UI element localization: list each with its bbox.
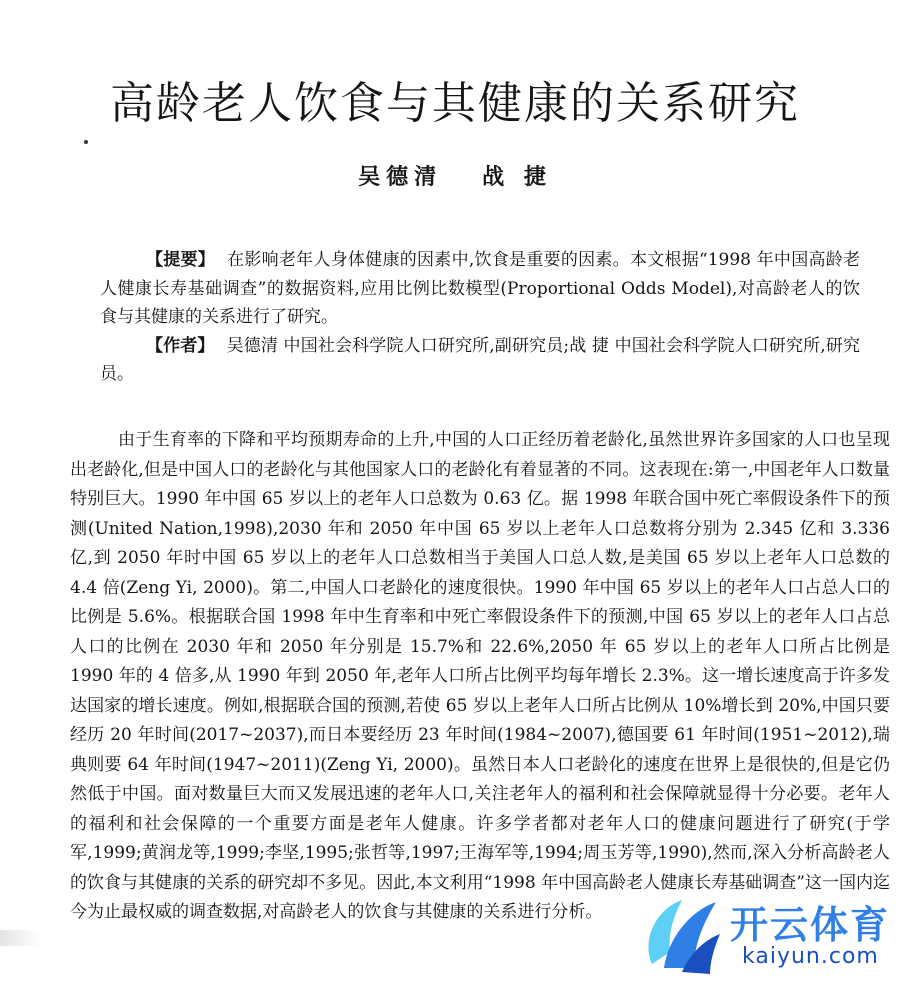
abstract-label: 【提要】 xyxy=(146,250,216,270)
author-name: 战 捷 xyxy=(482,164,552,190)
body-paragraph: 由于生育率的下降和平均预期寿命的上升,中国的人口正经历着老龄化,虽然世界许多国家的人口也呈现出老龄化,但是中国人口的老龄化与其他国家人口的老龄化有着显著的不同。这表现在:第一,中国老年人口数量特别巨大。1990 年中国 65 岁以上的老年人口总数为 0.63 亿。据 1998 年联合国中死亡率假设条件下的预测(United Nation,1998),2030 年和 2050 年中国 65 岁以上老年人口总数将分别为 2.345 亿和 3.336 亿,到 2050 年时中国 65 岁以上的老年人口总数相当于美国人口总人数,是美国 65 岁以上老年人口总数的 4.4 倍(Zeng Yi, 2000)。第二,中国人口老龄化的速度很快。1990 年中国 65 岁以上的老年人口占总人口的比例是 5.6%。根据联合国 1998 年中生育率和中死亡率假设条件下的预测,中国 65 岁以上的老年人口占总人口的比例在 2030 年和 2050 年分别是 15.7%和 22.6%,2050 年 65 岁以上的老年人口所占比例是 1990 年的 4 倍多,从 1990 年到 2050 年,老年人口所占比例平均每年增长 2.3%。这一增长速度高于许多发达国家的增长速度。例如,根据联合国的预测,若使 65 岁以上老年人口所占比例从 10%增长到 20%,中国只要经历 20 年时间(2017~2037),而日本要经历 23 年时间(1984~2007),德国要 61 年时间(1951~2012),瑞典则要 64 年时间(1947~2011)(Zeng Yi, 2000)。虽然日本人口老龄化的速度在世界上是很快的,但是它仍然低于中国。面对数量巨大而又发展迅速的老年人口,关注老年人的福利和社会保障就显得十分必要。老年人的福利和社会保障的一个重要方面是老年人健康。许多学者都对老年人口的健康问题进行了研究(于学军,1999;黄润龙等,1999;李坚,1995;张哲等,1997;王海军等,1994;周玉芳等,1990),然而,深入分析高龄老人的饮食与其健康的关系的研究却不多见。因此,本文利用“1998 年中国高龄老人健康长寿基础调查”这一国内迄今为止最权威的调查数据,对高龄老人的饮食与其健康的关系进行分析。 xyxy=(70,430,890,922)
paper-title: 高龄老人饮食与其健康的关系研究 xyxy=(110,78,800,130)
watermark-logo-icon xyxy=(624,882,734,992)
scan-speck xyxy=(84,140,88,144)
author-line xyxy=(0,160,910,191)
author-info-label: 【作者】 xyxy=(146,335,215,356)
abstract-text: 在影响老年人身体健康的因素中,饮食是重要的因素。本文根据“1998 年中国高龄老人健康长寿基础调查”的数据资料,应用比例比数模型(Proportional Odds Model),对高龄老人的饮食与其健康的关系进行了研究。 xyxy=(100,250,860,327)
scan-edge-shadow xyxy=(0,930,40,946)
abstract-summary xyxy=(100,246,860,332)
watermark-brand: 开云体育 xyxy=(730,903,891,947)
main-body xyxy=(70,426,890,928)
author-info xyxy=(100,332,860,389)
author-name: 吴德清 xyxy=(358,164,443,190)
author-info-text: 吴德清 中国社会科学院人口研究所,副研究员;战 捷 中国社会科学院人口研究所,研究员。 xyxy=(100,335,861,384)
watermark xyxy=(624,882,910,992)
watermark-url: kaiyun.com xyxy=(742,944,879,969)
abstract-block xyxy=(100,246,860,389)
